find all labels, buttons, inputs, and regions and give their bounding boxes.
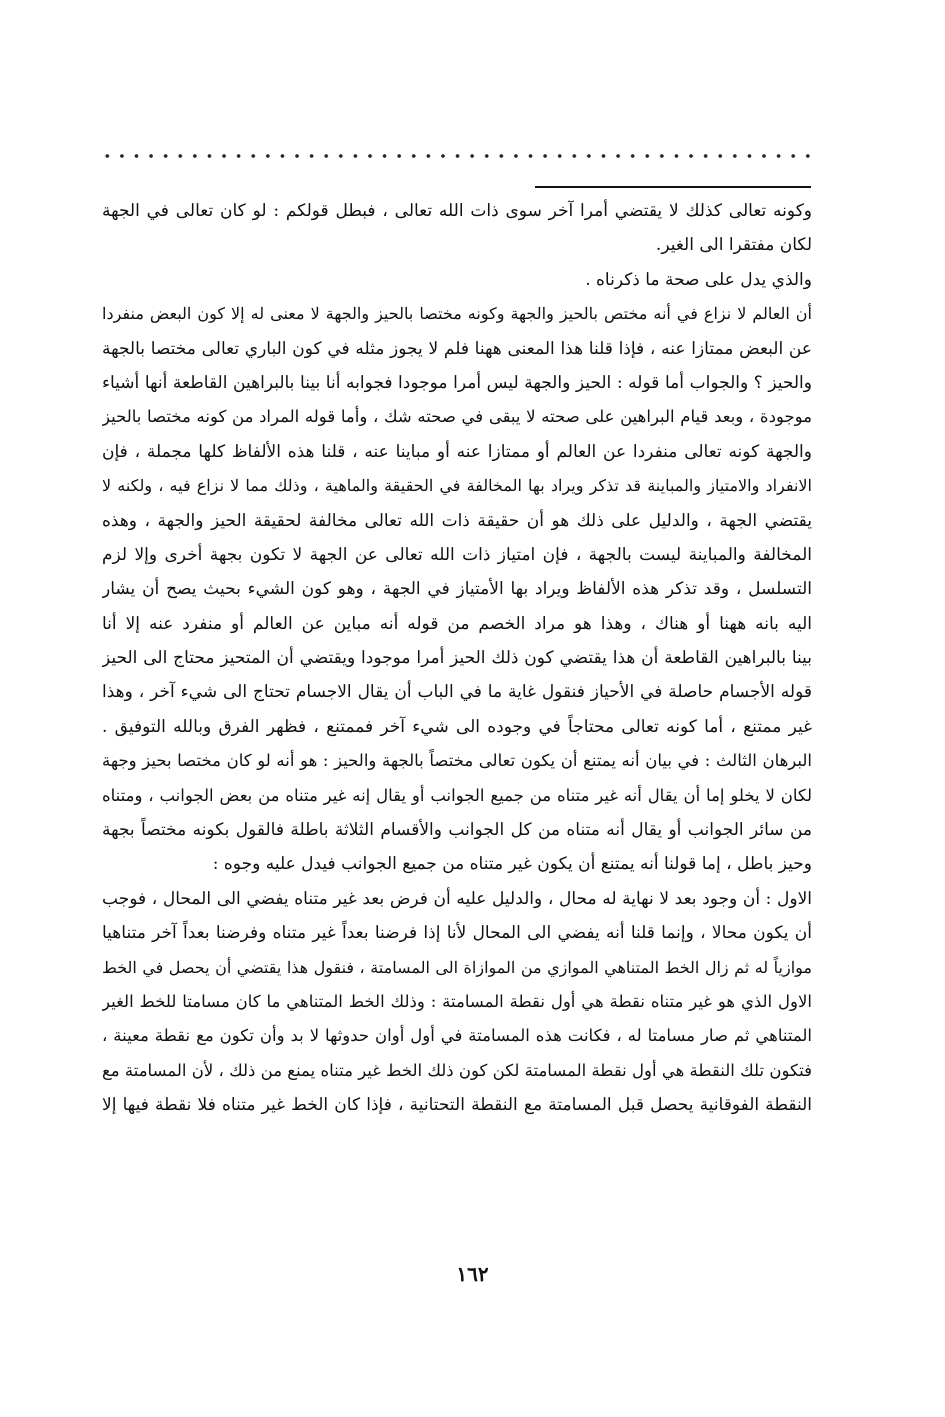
text-line: الانفراد والامتياز والمباينة قد تذكر ويراد بها المخالفة في الحقيقة والماهية ، وذلك مما لا نزاع فيه ، ولكنه لا bbox=[102, 476, 812, 496]
text-line: عن البعض ممتازا عنه ، فإذا قلنا هذا المعنى ههنا فلم لا يجوز مثله في كون الباري تعالى مختصا بالجهة bbox=[102, 338, 812, 359]
text-line: والجهة كونه تعالى منفردا عن العالم أو ممتازا عنه أو مباينا عنه ، قلنا هذه الألفاظ كلها مجملة ، فإن bbox=[102, 441, 812, 462]
text-line: المخالفة والمباينة ليست بالجهة ، فإن امتياز ذات الله تعالى عن الجهة لا تكون بجهة أخرى وإلا لزم bbox=[102, 544, 812, 565]
text-line: لكان مفتقرا الى الغير. bbox=[655, 235, 812, 256]
text-line: من سائر الجوانب أو يقال أنه متناه من كل الجوانب والأقسام الثلاثة باطلة فالقول بكونه مختصاً بجهة bbox=[102, 820, 812, 841]
text-line: موجودة ، وبعد قيام البراهين على صحته لا يبقى في صحته شك ، وأما قوله المراد من كونه مختصا بالحيز bbox=[102, 407, 812, 427]
text-line: المتناهي ثم صار مسامتا له ، فكانت هذه المسامتة في أول أوان حدوثها لا بد وأن تكون مع نقطة معينة ، bbox=[102, 1026, 812, 1046]
text-line: اليه بانه ههنا أو هناك ، وهذا هو مراد الخصم من قوله أنه مباين عن العالم أو منفرد عنه إلا أنا bbox=[102, 613, 812, 634]
text-line: لكان لا يخلو إما أن يقال أنه غير متناه من جميع الجوانب أو يقال إنه غير متناه من بعض الجوانب ، ومتناه bbox=[102, 785, 812, 805]
dotted-separator bbox=[100, 152, 810, 160]
text-line: غير ممتنع ، أما كونه تعالى محتاجاً في وجوده الى شيء آخر فممتنع ، فظهر الفرق وبالله التوفيق . bbox=[102, 716, 812, 737]
text-line: البرهان الثالث : في بيان أنه يمتنع أن يكون تعالى مختصاً بالجهة والحيز : هو أنه لو كان مختصا بحيز وجهة bbox=[102, 751, 812, 771]
text-line: والحيز ؟ والجواب أما قوله : الحيز والجهة ليس أمرا موجودا فجوابه أنا بينا بالبراهين القاطعة أنها أشياء bbox=[102, 372, 812, 393]
section-rule bbox=[535, 186, 811, 188]
text-line: والذي يدل على صحة ما ذكرناه . bbox=[585, 269, 812, 290]
text-line: قوله الأجسام حاصلة في الأحياز فنقول غاية ما في الباب أن يقال الاجسام تحتاج الى شيء آخر ، وهذا bbox=[102, 682, 812, 703]
text-line: التسلسل ، وقد تذكر هذه الألفاظ ويراد بها الأمتياز في الجهة ، وهو كون الشيء بحيث يصح أن يشار bbox=[102, 579, 812, 600]
text-line: الاول : أن وجود بعد لا نهاية له محال ، والدليل عليه أن فرض بعد غير متناه يفضي الى المحال ، فوجب bbox=[102, 888, 812, 909]
text-line: وكونه تعالى كذلك لا يقتضي أمرا آخر سوى ذات الله تعالى ، فبطل قولكم : لو كان تعالى في الجهة bbox=[102, 201, 812, 221]
text-line: موازياً له ثم زال الخط المتناهي الموازي من الموازاة الى المسامتة ، فنقول هذا يقتضي أن يحصل في الخط bbox=[102, 957, 812, 977]
text-line: وحيز باطل ، إما قولنا أنه يمتنع أن يكون غير متناه من جميع الجوانب فيدل عليه وجوه : bbox=[212, 854, 812, 875]
text-line: فتكون تلك النقطة هي أول نقطة المسامتة لكن كون ذلك الخط غير متناه يمنع من ذلك ، لأن المسامتة مع bbox=[102, 1060, 812, 1080]
text-line: بينا بالبراهين القاطعة أن هذا يقتضي كون ذلك الحيز أمرا موجودا ويقتضي أن المتحيز محتاج الى الحيز bbox=[102, 648, 812, 669]
page-number: ١٦٢ bbox=[456, 1262, 489, 1286]
text-line: النقطة الفوقانية يحصل قبل المسامتة مع النقطة التحتانية ، فإذا كان الخط غير متناه فلا نقطة فيها إلا bbox=[102, 1095, 812, 1116]
text-line: الاول الذي هو غير متناه نقطة هي أول نقطة المسامتة : وذلك الخط المتناهي ما كان مسامتا للخط الغير bbox=[102, 991, 812, 1011]
text-line: أن يكون محالا ، وإنما قلنا أنه يفضي الى المحال لأنا إذا فرضنا بعداً غير متناه وفرضنا بعداً آخر متناهيا bbox=[102, 923, 812, 944]
text-line: أن العالم لا نزاع في أنه مختص بالحيز والجهة وكونه مختصا بالحيز والجهة لا معنى له إلا كون البعض منفردا bbox=[102, 304, 812, 324]
body-text bbox=[102, 194, 812, 1123]
text-line: يقتضي الجهة ، والدليل على ذلك هو أن حقيقة ذات الله تعالى مخالفة لحقيقة الحيز والجهة ، وهذه bbox=[102, 510, 812, 531]
